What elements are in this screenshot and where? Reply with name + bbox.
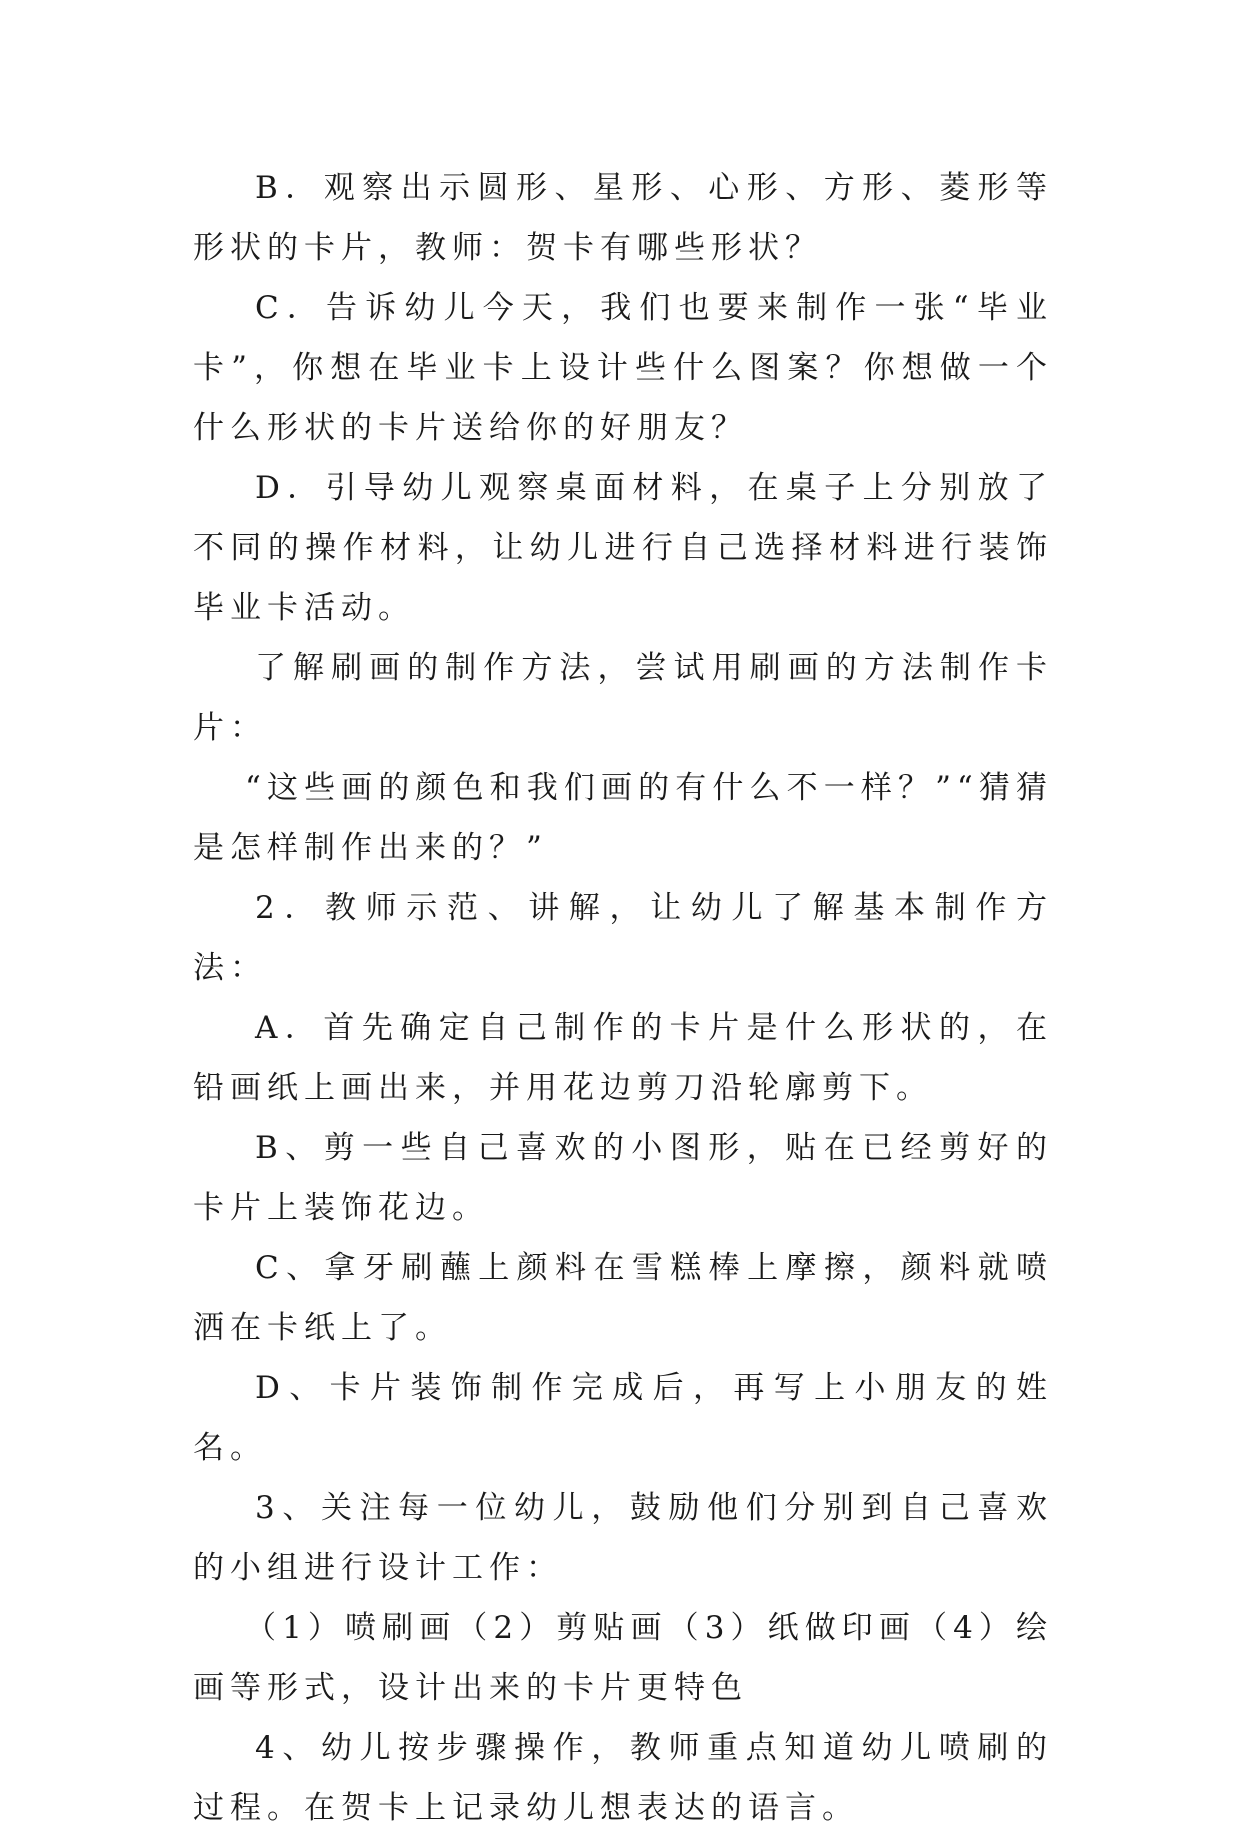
- paragraph-art-forms-list: （1）喷刷画（2）剪贴画（3）纸做印画（4）绘画等形式，设计出来的卡片更特色: [193, 1610, 1053, 1706]
- paragraph-step-3-group-work: 3、关注每一位幼儿，鼓励他们分别到自己喜欢的小组进行设计工作：: [193, 1490, 1053, 1586]
- paragraph-step-b-decorate: B、剪一些自己喜欢的小图形，贴在已经剪好的卡片上装饰花边。: [193, 1130, 1053, 1226]
- document-body: [193, 158, 1053, 1838]
- paragraph-guiding-questions: “这些画的颜色和我们画的有什么不一样？”“猜猜是怎样制作出来的？”: [193, 770, 1053, 866]
- paragraph-step-4-operation: 4、幼儿按步骤操作，教师重点知道幼儿喷刷的过程。在贺卡上记录幼儿想表达的语言。: [193, 1730, 1053, 1826]
- paragraph-brush-painting-intro: 了解刷画的制作方法，尝试用刷画的方法制作卡片：: [193, 650, 1053, 746]
- paragraph-step-2-demonstration: 2．教师示范、讲解，让幼儿了解基本制作方法：: [193, 890, 1053, 986]
- paragraph-shape-observation: B．观察出示圆形、星形、心形、方形、菱形等形状的卡片，教师：贺卡有哪些形状？: [193, 170, 1053, 266]
- paragraph-graduation-card-design: C．告诉幼儿今天，我们也要来制作一张“毕业卡”，你想在毕业卡上设计些什么图案？你想做一个什么形状的卡片送给你的好朋友？: [193, 290, 1053, 446]
- paragraph-step-a-cut-card: A．首先确定自己制作的卡片是什么形状的，在铅画纸上画出来，并用花边剪刀沿轮廓剪下。: [193, 1010, 1053, 1106]
- paragraph-table-materials: D．引导幼儿观察桌面材料，在桌子上分别放了不同的操作材料，让幼儿进行自己选择材料进行装饰毕业卡活动。: [193, 470, 1053, 626]
- paragraph-step-d-write-name: D、卡片装饰制作完成后，再写上小朋友的姓名。: [193, 1370, 1053, 1466]
- paragraph-step-c-spray-paint: C、拿牙刷蘸上颜料在雪糕棒上摩擦，颜料就喷洒在卡纸上了。: [193, 1250, 1053, 1346]
